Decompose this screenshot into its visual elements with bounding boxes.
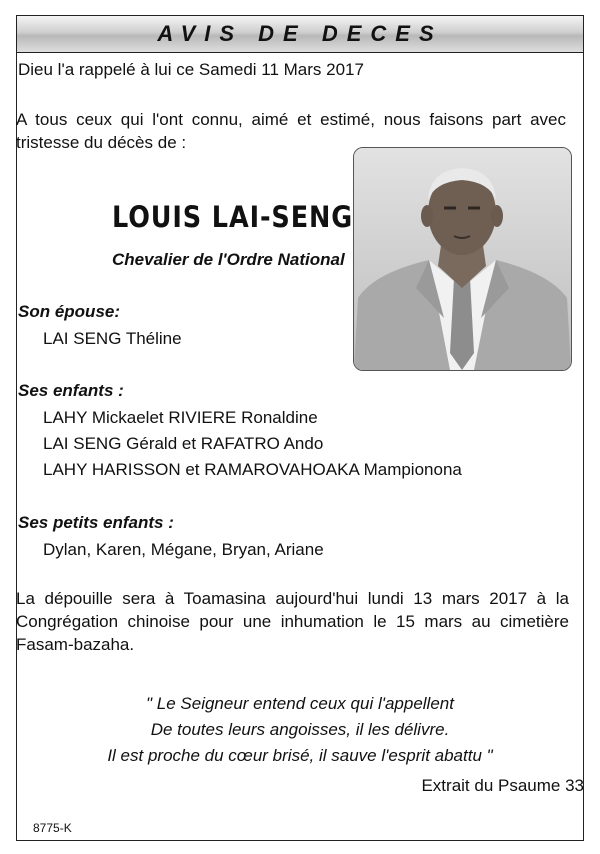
- notice-header: [17, 16, 583, 53]
- spouse-heading: Son épouse:: [18, 302, 121, 321]
- grandchildren-names: Dylan, Karen, Mégane, Bryan, Ariane: [43, 540, 324, 559]
- quote-line: " Le Seigneur entend ceux qui l'appellent: [146, 694, 454, 713]
- child-item: LAI SENG Gérald et RAFATRO Ando: [43, 434, 324, 453]
- child-item: LAHY Mickaelet RIVIERE Ronaldine: [43, 408, 318, 427]
- spouse-name: LAI SENG Théline: [43, 329, 182, 348]
- portrait-illustration: [354, 148, 571, 370]
- quote-line: Il est proche du cœur brisé, il sauve l'esprit abattu ": [107, 746, 493, 765]
- portrait-photo: [353, 147, 572, 371]
- deceased-title: Chevalier de l'Ordre National: [112, 250, 345, 269]
- deceased-name: LOUIS LAI-SENG: [112, 200, 354, 234]
- children-heading: Ses enfants :: [18, 381, 124, 400]
- intro-text: A tous ceux qui l'ont connu, aimé et estimé, nous faisons part avec tristesse du décès de :: [16, 110, 566, 152]
- grandchildren-heading: Ses petits enfants :: [18, 513, 174, 532]
- notice-title: AVIS DE DECES: [157, 21, 443, 46]
- psalm-quote: [30, 692, 570, 767]
- death-date-text: Dieu l'a rappelé à lui ce Samedi 11 Mars 2017: [18, 60, 364, 79]
- reference-code: 8775-K: [33, 821, 72, 835]
- funeral-text: La dépouille sera à Toamasina aujourd'hui lundi 13 mars 2017 à la Congrégation chinoise pour une inhumation le 15 mars au cimetière Fasam-bazaha.: [16, 589, 569, 654]
- child-item: LAHY HARISSON et RAMAROVAHOAKA Mampionona: [43, 460, 462, 479]
- quote-line: De toutes leurs angoisses, il les délivre.: [150, 720, 450, 739]
- quote-source: Extrait du Psaume 33: [421, 776, 584, 795]
